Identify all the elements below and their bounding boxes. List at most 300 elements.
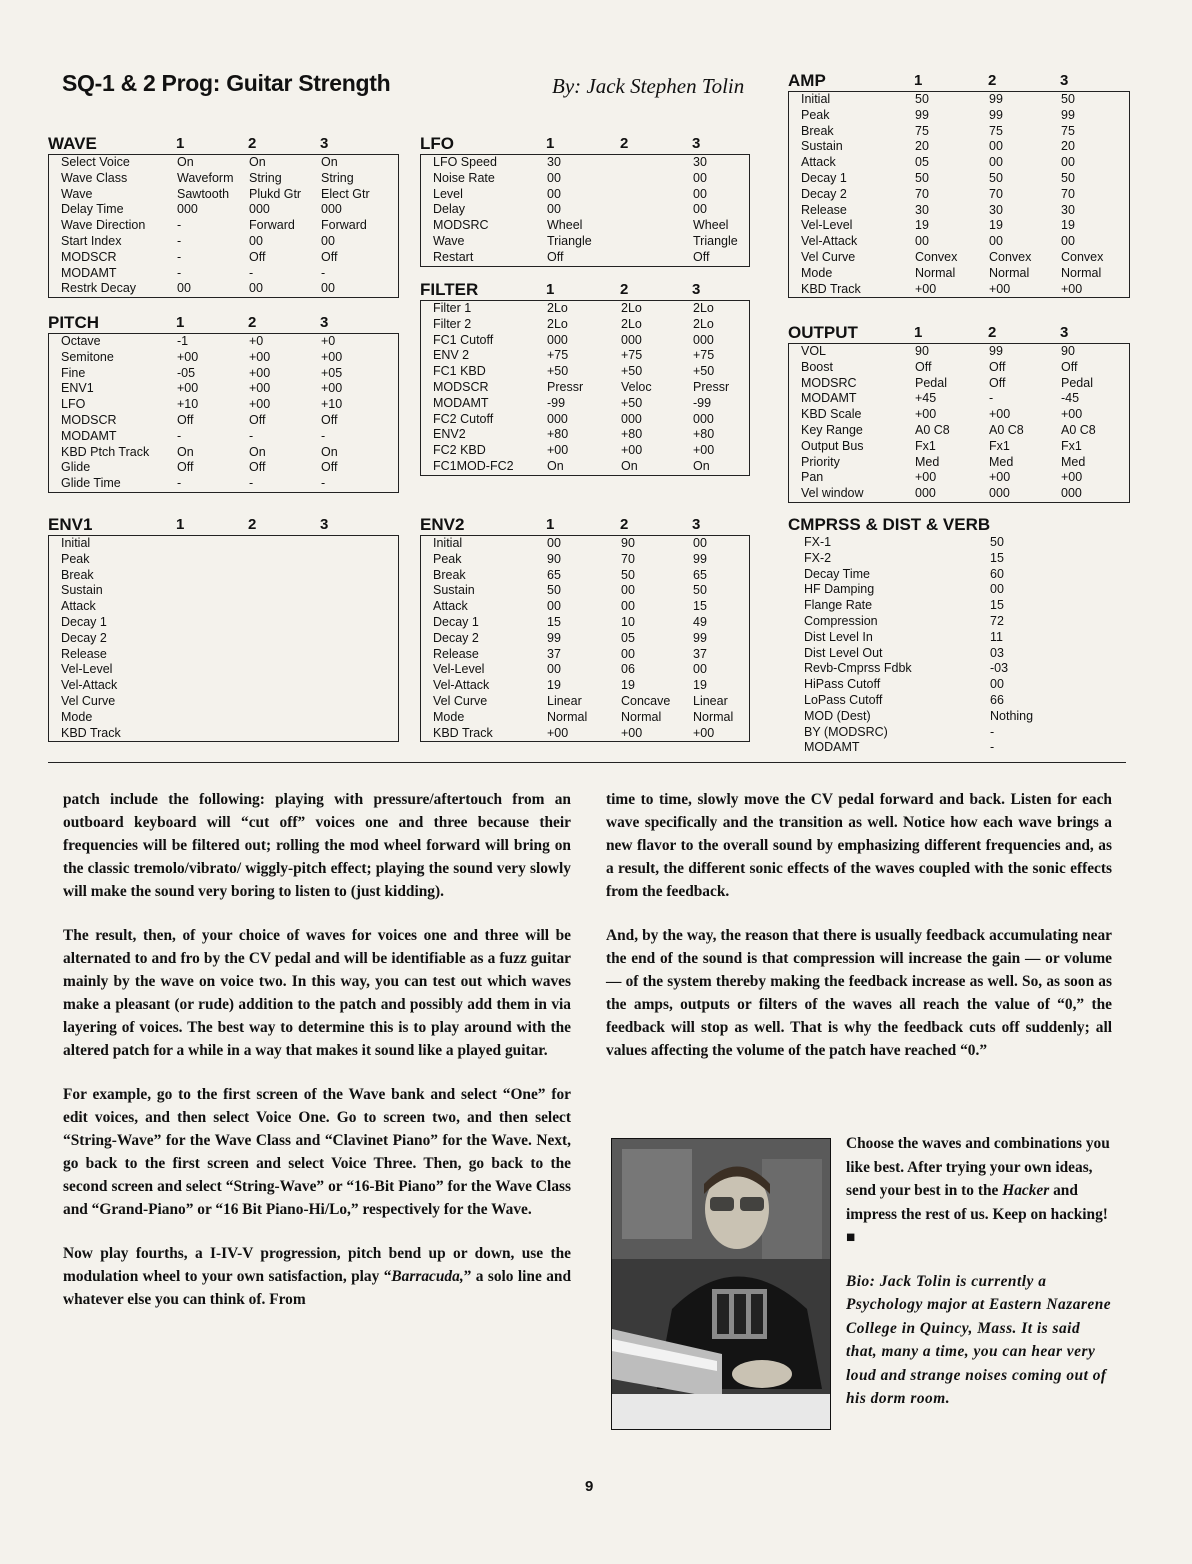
param-value: 00 <box>989 234 1003 249</box>
table-row <box>49 568 398 584</box>
param-value: 00 <box>989 139 1003 154</box>
param-value: 15 <box>990 550 1004 565</box>
param-value: Forward <box>249 218 295 233</box>
table-row <box>421 710 749 726</box>
table-row <box>49 429 398 445</box>
param-value: 37 <box>693 646 707 661</box>
param-value: - <box>990 740 995 755</box>
table-title: PITCH <box>48 313 99 332</box>
table-row <box>421 187 749 203</box>
article-title: SQ-1 & 2 Prog: Guitar Strength <box>62 70 391 96</box>
table-header <box>48 135 399 154</box>
param-label: Break <box>801 123 834 138</box>
param-value: 10 <box>621 614 635 629</box>
table-row <box>788 646 1130 662</box>
param-value: Off <box>321 460 338 475</box>
table-row <box>789 124 1129 140</box>
param-label: Wave <box>433 233 465 248</box>
param-value: Convex <box>989 249 1032 264</box>
param-label: Vel Curve <box>801 249 856 264</box>
param-label: FC1MOD-FC2 <box>433 458 514 473</box>
param-label: Vel Curve <box>433 693 488 708</box>
param-value: -99 <box>547 395 566 410</box>
table-row <box>49 187 398 203</box>
column-header: 2 <box>620 135 629 152</box>
table-row <box>49 171 398 187</box>
table-row <box>421 364 749 380</box>
table-row <box>421 348 749 364</box>
param-value: Convex <box>915 249 958 264</box>
param-label: BY (MODSRC) <box>804 724 888 739</box>
param-label: Break <box>61 567 94 582</box>
param-value: +75 <box>693 348 715 363</box>
table-row <box>789 439 1129 455</box>
param-label: Revb-Cmprss Fdbk <box>804 661 912 676</box>
param-value: Forward <box>321 218 367 233</box>
param-label: Attack <box>61 599 96 614</box>
param-value: 2Lo <box>547 301 568 315</box>
table-row <box>421 631 749 647</box>
param-value: Nothing <box>990 708 1034 723</box>
param-value: 99 <box>547 630 561 645</box>
param-value: 50 <box>990 535 1004 549</box>
param-value: 99 <box>693 551 707 566</box>
pitch-table <box>48 314 399 493</box>
param-label: FX-2 <box>804 550 832 565</box>
param-value: - <box>177 218 182 233</box>
param-value: 50 <box>621 567 635 582</box>
table-row <box>789 155 1129 171</box>
table-row <box>421 726 749 742</box>
param-value: Normal <box>547 709 588 724</box>
column-header: 3 <box>1060 72 1069 89</box>
table-row <box>421 427 749 443</box>
table-body <box>788 343 1130 503</box>
param-label: Decay 1 <box>433 614 479 629</box>
param-value: 15 <box>990 598 1004 613</box>
table-body <box>48 154 399 298</box>
param-value: 00 <box>621 583 635 598</box>
column-header: 1 <box>546 281 555 298</box>
param-value: 15 <box>547 614 561 629</box>
param-value: 19 <box>621 678 635 693</box>
param-value: +75 <box>547 348 569 363</box>
param-value: A0 C8 <box>989 422 1024 437</box>
param-value: 00 <box>547 170 561 185</box>
param-label: Break <box>433 567 466 582</box>
param-value: +0 <box>249 334 264 348</box>
param-label: Noise Rate <box>433 170 495 185</box>
table-row <box>49 552 398 568</box>
table-row <box>421 662 749 678</box>
param-value: 00 <box>1061 155 1075 170</box>
param-label: MODSCR <box>61 249 117 264</box>
param-value: +00 <box>693 443 715 458</box>
param-value: +00 <box>621 725 643 740</box>
author-photo <box>611 1138 831 1430</box>
param-value: 19 <box>989 218 1003 233</box>
param-label: Select Voice <box>61 155 130 169</box>
param-value: +00 <box>321 381 343 396</box>
table-title: ENV1 <box>48 515 93 534</box>
param-value: - <box>321 265 326 280</box>
table-title: WAVE <box>48 134 97 153</box>
param-value: +00 <box>1061 281 1083 296</box>
param-label: Decay 1 <box>801 170 847 185</box>
param-value: 000 <box>249 202 270 217</box>
param-label: Pan <box>801 470 824 485</box>
param-label: FX-1 <box>804 535 832 549</box>
param-value: 000 <box>177 202 198 217</box>
param-value: 37 <box>547 646 561 661</box>
param-label: MODAMT <box>61 265 117 280</box>
param-value: On <box>249 444 266 459</box>
table-row <box>789 108 1129 124</box>
table-row <box>49 662 398 678</box>
table-row <box>788 582 1130 598</box>
param-label: Mode <box>433 709 465 724</box>
table-row <box>49 476 398 492</box>
param-label: Release <box>801 202 847 217</box>
column-header: 2 <box>248 516 257 533</box>
column-header: 2 <box>988 72 997 89</box>
param-value: On <box>321 444 338 459</box>
table-row <box>421 333 749 349</box>
param-value: Off <box>989 375 1006 390</box>
param-value: 20 <box>915 139 929 154</box>
param-value: 00 <box>321 281 335 296</box>
table-row <box>421 202 749 218</box>
param-label: Initial <box>61 536 91 550</box>
param-label: KBD Scale <box>801 407 862 422</box>
param-value: -99 <box>693 395 712 410</box>
param-value: 15 <box>693 599 707 614</box>
param-label: Boost <box>801 359 833 374</box>
column-header: 1 <box>914 72 923 89</box>
param-value: Fx1 <box>1061 438 1082 453</box>
param-label: Restart <box>433 249 474 264</box>
param-label: MODSRC <box>801 375 857 390</box>
param-label: HiPass Cutoff <box>804 677 881 692</box>
wave-table <box>48 135 399 298</box>
param-label: Filter 1 <box>433 301 472 315</box>
param-value: 75 <box>915 123 929 138</box>
param-value: +75 <box>621 348 643 363</box>
param-label: Octave <box>61 334 101 348</box>
table-row <box>49 155 398 171</box>
param-value: 90 <box>1061 344 1075 358</box>
param-label: Dist Level Out <box>804 645 883 660</box>
param-value: 00 <box>249 233 263 248</box>
paragraph: The result, then, of your choice of waves for voices one and three will be alternated to and fro by the CV pedal and will be identifiable as a fuzz guitar mainly by the wave on voice two. In this way, you can test out which waves make a pleasant (or rude) addition to the patch and possibly add them in via layering of voices. The best way to determine this is to play around with the altered patch for a while in a way that makes it sound like a played guitar. <box>63 927 571 1059</box>
param-label: LFO Speed <box>433 155 497 169</box>
param-value: 70 <box>621 551 635 566</box>
table-row <box>421 380 749 396</box>
param-label: ENV 2 <box>433 348 470 363</box>
param-label: Start Index <box>61 233 122 248</box>
table-row <box>789 376 1129 392</box>
column-header: 2 <box>248 135 257 152</box>
param-label: Vel-Attack <box>433 678 490 693</box>
param-value: String <box>321 170 354 185</box>
param-value: +00 <box>1061 407 1083 422</box>
param-value: Off <box>177 412 194 427</box>
param-label: ENV1 <box>61 381 94 396</box>
param-value: - <box>177 428 182 443</box>
column-header: 1 <box>914 324 923 341</box>
param-label: Attack <box>801 155 836 170</box>
table-row <box>421 412 749 428</box>
table-row <box>49 710 398 726</box>
paragraph: patch include the following: playing with pressure/aftertouch from an outboard keyboard will “cut off” voices one and three because their frequencies will be filtered out; rolling the mod wheel forward will bring on the classic tremolo/vibrato/ wiggly-pitch effect; playing the sound very slowly will make the sound very boring to listen to (just kidding). <box>63 791 571 900</box>
param-value: - <box>249 476 254 491</box>
param-value: +00 <box>547 443 569 458</box>
param-value: 50 <box>915 92 929 106</box>
table-row <box>789 139 1129 155</box>
param-value: Pedal <box>915 375 947 390</box>
paragraph: time to time, slowly move the CV pedal forward and back. Listen for each wave specifically and the transition as well. Notice how each wave brings a new flavor to the overall sound by emphasizing different frequencies and, as a result, the different sonic effects of the waves coupled with the sonic effects from the feedback. <box>606 791 1112 900</box>
table-row <box>421 678 749 694</box>
table-row <box>789 218 1129 234</box>
param-value: 30 <box>547 155 561 169</box>
table-row <box>49 334 398 350</box>
param-value: -05 <box>177 365 196 380</box>
param-value: 2Lo <box>693 316 714 331</box>
param-value: Triangle <box>693 233 738 248</box>
param-value: 90 <box>547 551 561 566</box>
param-value: 30 <box>1061 202 1075 217</box>
param-value: Off <box>693 249 710 264</box>
param-value: On <box>321 155 338 169</box>
table-row <box>49 460 398 476</box>
param-label: FC2 Cutoff <box>433 411 494 426</box>
param-label: HF Damping <box>804 582 875 597</box>
param-label: Vel-Level <box>61 662 113 677</box>
param-value: 00 <box>989 155 1003 170</box>
param-value: - <box>249 265 254 280</box>
param-value: +80 <box>621 427 643 442</box>
magazine-name: Hacker <box>1002 1182 1050 1199</box>
param-value: +45 <box>915 391 937 406</box>
param-value: 50 <box>547 583 561 598</box>
column-header: 2 <box>988 324 997 341</box>
param-label: Release <box>433 646 479 661</box>
table-row <box>421 317 749 333</box>
param-label: Delay <box>433 202 465 217</box>
param-value: 000 <box>989 486 1010 501</box>
param-value: 50 <box>915 170 929 185</box>
table-row <box>789 266 1129 282</box>
param-label: ENV2 <box>433 427 466 442</box>
param-value: 11 <box>990 629 1003 644</box>
author-photo-illustration <box>612 1139 830 1429</box>
table-row <box>49 615 398 631</box>
param-value: Off <box>249 460 266 475</box>
param-value: 00 <box>249 281 263 296</box>
table-row <box>789 92 1129 108</box>
table-body <box>788 91 1130 298</box>
column-header: 3 <box>320 135 329 152</box>
param-label: FC1 Cutoff <box>433 332 494 347</box>
table-title: AMP <box>788 71 826 90</box>
table-row <box>49 678 398 694</box>
table-row <box>49 397 398 413</box>
param-value: +10 <box>177 397 199 412</box>
table-row <box>421 218 749 234</box>
param-value: A0 C8 <box>1061 422 1096 437</box>
text-run: Choose the waves and combinations you like best. After trying your own ideas, send your best in to the <box>846 1135 1110 1199</box>
table-header <box>420 516 750 535</box>
param-value: 66 <box>990 692 1004 707</box>
output-table <box>788 324 1130 503</box>
param-value: 50 <box>1061 92 1075 106</box>
param-value: - <box>177 265 182 280</box>
param-label: Key Range <box>801 422 863 437</box>
param-value: 99 <box>989 107 1003 122</box>
param-value: +00 <box>989 470 1011 485</box>
param-value: 05 <box>915 155 929 170</box>
column-header: 2 <box>620 516 629 533</box>
param-label: MODAMT <box>433 395 489 410</box>
param-value: Off <box>249 412 266 427</box>
table-body <box>420 154 750 267</box>
text-run: and impress the rest of us. Keep on hacking! ■ <box>846 1182 1108 1246</box>
param-value: Triangle <box>547 233 592 248</box>
column-header: 1 <box>546 516 555 533</box>
table-row <box>49 202 398 218</box>
param-label: Dist Level In <box>804 629 873 644</box>
param-label: Peak <box>61 551 90 566</box>
param-value: -1 <box>177 334 189 348</box>
column-header: 3 <box>692 516 701 533</box>
param-value: 00 <box>693 536 707 550</box>
table-row <box>49 281 398 297</box>
param-label: Level <box>433 186 463 201</box>
param-label: MODSRC <box>433 218 489 233</box>
param-label: Delay Time <box>61 202 124 217</box>
amp-table <box>788 72 1130 298</box>
text-run: ” a solo line and whatever else you can think of. From <box>63 1268 572 1308</box>
param-value: 2Lo <box>547 316 568 331</box>
param-value: Veloc <box>621 379 652 394</box>
table-row <box>788 630 1130 646</box>
table-header <box>420 135 750 154</box>
table-row <box>788 740 1130 756</box>
table-row <box>789 282 1129 298</box>
param-value: 00 <box>1061 234 1075 249</box>
param-value: 65 <box>547 567 561 582</box>
closing-paragraph <box>846 1132 1114 1250</box>
param-value: 2Lo <box>693 301 714 315</box>
param-value: +80 <box>693 427 715 442</box>
param-label: Wave Class <box>61 170 128 185</box>
song-title: Barracuda, <box>391 1268 464 1285</box>
param-value: 000 <box>621 332 642 347</box>
param-value: 06 <box>621 662 635 677</box>
param-value: 000 <box>547 411 568 426</box>
table-body <box>420 300 750 476</box>
param-value: 2Lo <box>621 316 642 331</box>
param-label: Decay 2 <box>61 630 107 645</box>
table-body <box>420 535 750 742</box>
table-row <box>421 301 749 317</box>
text-run: Now play fourths, a I-IV-V progression, pitch bend up or down, use the modulation wheel to your own satisfaction, play “ <box>63 1245 571 1285</box>
param-value: 20 <box>1061 139 1075 154</box>
param-label: MODSCR <box>61 412 117 427</box>
body-column-left <box>63 788 571 1332</box>
param-label: KBD Track <box>801 281 861 296</box>
lfo-table <box>420 135 750 267</box>
table-row <box>789 234 1129 250</box>
column-header: 3 <box>320 516 329 533</box>
param-value: 00 <box>547 186 561 201</box>
param-value: Waveform <box>177 170 234 185</box>
param-label: LFO <box>61 397 86 412</box>
column-header: 1 <box>176 314 185 331</box>
param-value: Pressr <box>547 379 584 394</box>
param-value: 72 <box>990 613 1004 628</box>
param-value: A0 C8 <box>915 422 950 437</box>
param-value: 70 <box>915 186 929 201</box>
param-label: Glide <box>61 460 91 475</box>
param-label: Fine <box>61 365 86 380</box>
param-label: Sustain <box>61 583 103 598</box>
filter-table <box>420 281 750 476</box>
column-header: 1 <box>546 135 555 152</box>
param-value: 19 <box>915 218 929 233</box>
table-row <box>49 647 398 663</box>
param-value: 70 <box>989 186 1003 201</box>
param-label: Wave Direction <box>61 218 146 233</box>
param-value: 90 <box>915 344 929 358</box>
table-row <box>421 396 749 412</box>
param-value: +00 <box>989 281 1011 296</box>
param-label: MOD (Dest) <box>804 708 871 723</box>
table-row <box>49 250 398 266</box>
column-header: 2 <box>620 281 629 298</box>
table-row <box>789 250 1129 266</box>
table-row <box>788 535 1130 551</box>
paragraph: For example, go to the first screen of the Wave bank and select “One” for edit voices, and then select Voice One. Go to screen two, and then select “String-Wave” for the Wave Class and “Clavinet Piano” for the Wave. Next, go back to the first screen and select Voice Three. Then, go back to the second screen and select “String-Wave” or “16-Bit Piano” for the Wave Class and “Grand-Piano” or “16 Bit Piano-Hi/Lo,” respectively for the Wave. <box>63 1086 571 1218</box>
table-row <box>49 599 398 615</box>
param-value: Elect Gtr <box>321 186 370 201</box>
param-value: Wheel <box>693 218 729 233</box>
param-value: Linear <box>693 693 728 708</box>
table-row <box>421 171 749 187</box>
param-value: Med <box>989 454 1014 469</box>
table-row <box>789 470 1129 486</box>
param-label: Decay 2 <box>433 630 479 645</box>
param-value: - <box>989 391 994 406</box>
body-column-right <box>606 788 1112 1083</box>
table-row <box>49 536 398 552</box>
table-title: CMPRSS & DIST & VERB <box>788 515 991 534</box>
param-value: 50 <box>989 170 1003 185</box>
param-value: Normal <box>1061 265 1102 280</box>
param-value: +00 <box>915 470 937 485</box>
param-value: 00 <box>177 281 191 296</box>
table-row <box>421 443 749 459</box>
table-row <box>49 218 398 234</box>
param-value: - <box>177 233 182 248</box>
param-value: Off <box>249 249 266 264</box>
param-value: 75 <box>989 123 1003 138</box>
param-value: +10 <box>321 397 343 412</box>
table-header <box>48 516 399 535</box>
param-value: Plukd Gtr <box>249 186 302 201</box>
param-value: Med <box>1061 454 1086 469</box>
table-row <box>789 344 1129 360</box>
